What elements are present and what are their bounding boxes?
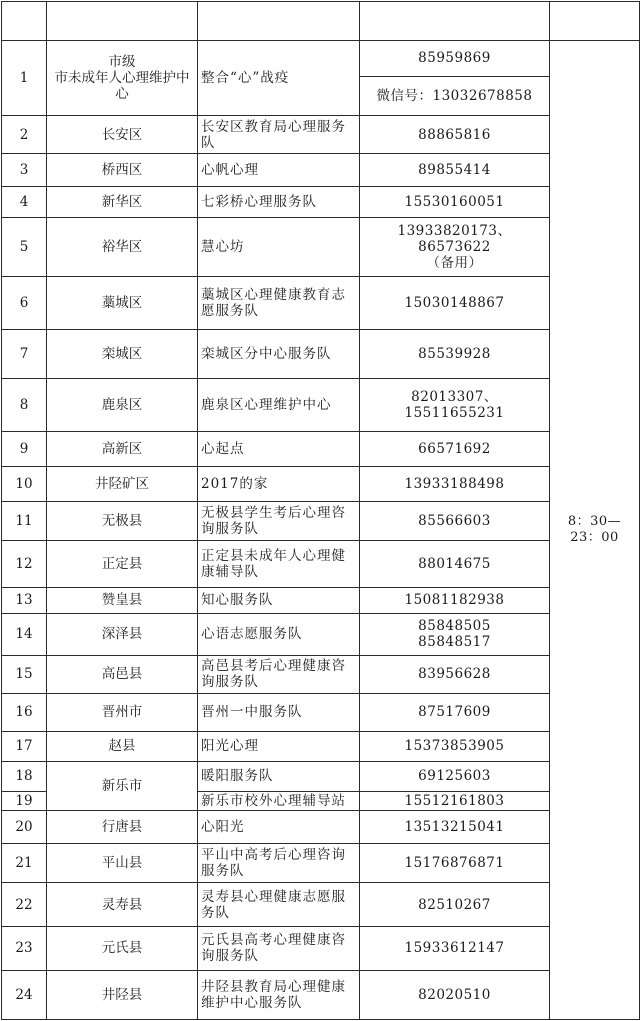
- row-index: 8: [2, 378, 47, 431]
- row-index: 16: [2, 694, 47, 731]
- row-index: 17: [2, 731, 47, 761]
- county-cell: 灵寿县: [47, 883, 198, 927]
- row-index: 9: [2, 431, 47, 466]
- team-name-cell: 无极县学生考后心理咨询服务队: [198, 501, 360, 541]
- county-cell: 晋州市: [47, 694, 198, 731]
- hotline-cell: 85539928: [360, 329, 550, 378]
- hotline-cell: 69125603: [360, 761, 550, 791]
- table-row: [2, 541, 640, 588]
- service-time-cell: 8：30—23：00: [550, 40, 640, 1020]
- header-row: [2, 2, 640, 41]
- hotline-cell: 85848505 85848517: [360, 613, 550, 655]
- team-name-cell: 元氏县高考心理健康咨询服务队: [198, 927, 360, 971]
- row-index: 4: [2, 187, 47, 218]
- header-service-time: [550, 2, 640, 41]
- hotline-cell: 15512161803: [360, 791, 550, 810]
- hotline-cell: 66571692: [360, 431, 550, 466]
- county-cell: 正定县: [47, 541, 198, 588]
- hotline-cell: 82510267: [360, 883, 550, 927]
- header-team: [198, 2, 360, 41]
- table-row: [2, 883, 640, 927]
- row-index: 24: [2, 970, 47, 1019]
- table-row: [2, 40, 640, 76]
- row-index: 20: [2, 810, 47, 843]
- team-name-cell: 心阳光: [198, 810, 360, 843]
- table-row: [2, 761, 640, 791]
- hotline-cell: 85959869: [360, 40, 550, 76]
- table-row: [2, 731, 640, 761]
- team-name-cell: 平山中高考后心理咨询服务队: [198, 843, 360, 883]
- table-row: [2, 467, 640, 501]
- table-row: [2, 187, 640, 218]
- team-name-cell: 藁城区心理健康教育志愿服务队: [198, 276, 360, 329]
- hotline-cell: 82013307、15511655231: [360, 378, 550, 431]
- team-name-cell: 知心服务队: [198, 587, 360, 613]
- row-index: 12: [2, 541, 47, 588]
- header-index: [2, 2, 47, 41]
- team-name-cell: 慧心坊: [198, 218, 360, 276]
- county-cell: 无极县: [47, 501, 198, 541]
- county-cell: 高新区: [47, 431, 198, 466]
- hotline-cell: 89855414: [360, 153, 550, 186]
- county-cell: 井陉矿区: [47, 467, 198, 501]
- row-index: 23: [2, 927, 47, 971]
- hotline-cell: 87517609: [360, 694, 550, 731]
- team-name-cell: 阳光心理: [198, 731, 360, 761]
- hotline-cell: 88865816: [360, 116, 550, 153]
- row-index: 7: [2, 329, 47, 378]
- row-index: 3: [2, 153, 47, 186]
- row-index: 21: [2, 843, 47, 883]
- hotline-cell: 13513215041: [360, 810, 550, 843]
- team-name-cell: 2017的家: [198, 467, 360, 501]
- hotline-cell: 85566603: [360, 501, 550, 541]
- county-cell: 行唐县: [47, 810, 198, 843]
- table-row: [2, 153, 640, 186]
- row-index: 1: [2, 40, 47, 116]
- county-cell: 平山县: [47, 843, 198, 883]
- table-row: [2, 655, 640, 694]
- row-index: 18: [2, 761, 47, 791]
- county-cell: 井陉县: [47, 970, 198, 1019]
- row-index: 11: [2, 501, 47, 541]
- team-name-cell: 高邑县考后心理健康咨询服务队: [198, 655, 360, 694]
- county-cell: 市级 市未成年人心理维护中心: [47, 40, 198, 116]
- row-index: 14: [2, 613, 47, 655]
- county-cell: 鹿泉区: [47, 378, 198, 431]
- table-row: [2, 116, 640, 153]
- county-cell: 长安区: [47, 116, 198, 153]
- county-cell: 藁城区: [47, 276, 198, 329]
- hotline-cell: 13933188498: [360, 467, 550, 501]
- table-row: [2, 501, 640, 541]
- row-index: 6: [2, 276, 47, 329]
- table-row: [2, 431, 640, 466]
- row-index: 10: [2, 467, 47, 501]
- table-row: [2, 378, 640, 431]
- team-name-cell: 整合“心”战疫: [198, 40, 360, 116]
- row-index: 19: [2, 791, 47, 810]
- table-row: [2, 276, 640, 329]
- hotline-cell: 15081182938: [360, 587, 550, 613]
- header-county: [47, 2, 198, 41]
- team-name-cell: 井陉县教育局心理健康维护中心服务队: [198, 970, 360, 1019]
- hotline-cell: 83956628: [360, 655, 550, 694]
- header-hotline: [360, 2, 550, 41]
- hotline-cell: 88014675: [360, 541, 550, 588]
- table-row: [2, 843, 640, 883]
- team-name-cell: 晋州一中服务队: [198, 694, 360, 731]
- team-name-cell: 栾城区分中心服务队: [198, 329, 360, 378]
- wechat-cell: 微信号：13032678858: [360, 76, 550, 116]
- table-row: [2, 329, 640, 378]
- table-row: [2, 810, 640, 843]
- team-name-cell: 心语志愿服务队: [198, 613, 360, 655]
- row-index: 5: [2, 218, 47, 276]
- table-row: [2, 970, 640, 1019]
- county-cell: 元氏县: [47, 927, 198, 971]
- table-row: [2, 927, 640, 971]
- table-row: [2, 587, 640, 613]
- table-row: [2, 218, 640, 276]
- row-index: 22: [2, 883, 47, 927]
- table-row: [2, 613, 640, 655]
- hotline-cell: 82020510: [360, 970, 550, 1019]
- hotline-cell: 13933820173、86573622 （备用）: [360, 218, 550, 276]
- team-name-cell: 暖阳服务队: [198, 761, 360, 791]
- row-index: 2: [2, 116, 47, 153]
- county-cell: 高邑县: [47, 655, 198, 694]
- county-cell: 深泽县: [47, 613, 198, 655]
- table-row: [2, 694, 640, 731]
- county-cell: 赵县: [47, 731, 198, 761]
- county-cell: 桥西区: [47, 153, 198, 186]
- hotline-cell: 15030148867: [360, 276, 550, 329]
- county-cell: 赞皇县: [47, 587, 198, 613]
- hotline-cell: 15933612147: [360, 927, 550, 971]
- hotline-cell: 15373853905: [360, 731, 550, 761]
- county-cell: 新乐市: [47, 761, 198, 810]
- county-cell: 新华区: [47, 187, 198, 218]
- row-index: 15: [2, 655, 47, 694]
- team-name-cell: 正定县未成年人心理健康辅导队: [198, 541, 360, 588]
- team-name-cell: 新乐市校外心理辅导站: [198, 791, 360, 810]
- hotline-cell: 15176876871: [360, 843, 550, 883]
- hotline-cell: 15530160051: [360, 187, 550, 218]
- team-name-cell: 心起点: [198, 431, 360, 466]
- team-name-cell: 长安区教育局心理服务队: [198, 116, 360, 153]
- hotline-table: [1, 1, 640, 1020]
- team-name-cell: 灵寿县心理健康志愿服务队: [198, 883, 360, 927]
- team-name-cell: 七彩桥心理服务队: [198, 187, 360, 218]
- team-name-cell: 心帆心理: [198, 153, 360, 186]
- row-index: 13: [2, 587, 47, 613]
- county-cell: 裕华区: [47, 218, 198, 276]
- county-cell: 栾城区: [47, 329, 198, 378]
- team-name-cell: 鹿泉区心理维护中心: [198, 378, 360, 431]
